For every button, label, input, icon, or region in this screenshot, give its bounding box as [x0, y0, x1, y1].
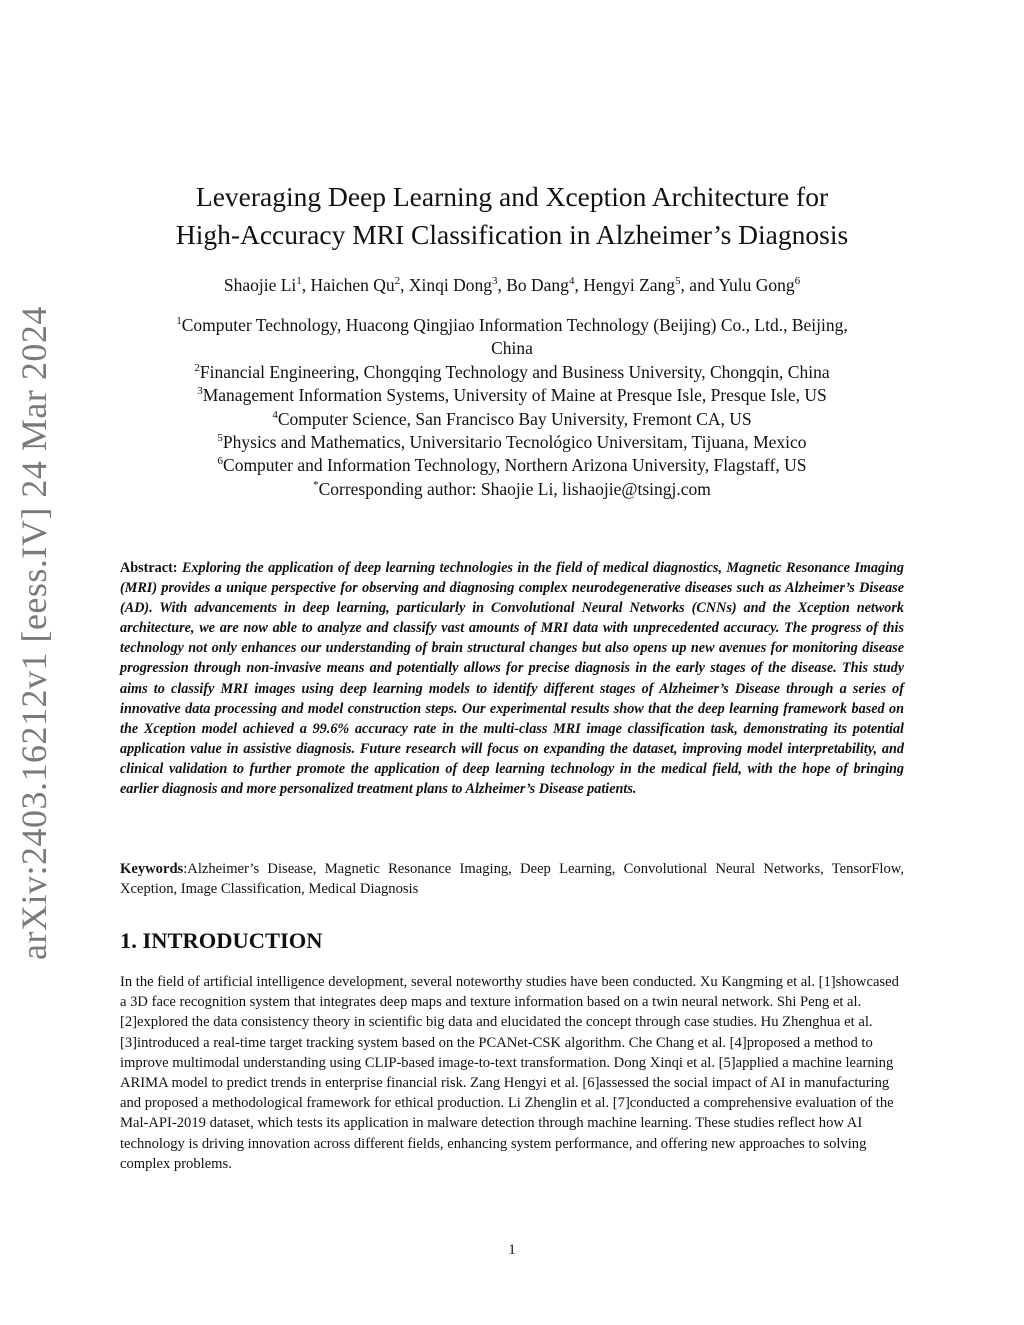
- author-affiliation-mark: 4: [568, 275, 575, 288]
- affiliation-line: [110, 454, 914, 477]
- author: Yulu Gong: [718, 275, 795, 295]
- title-line-2: High-Accuracy MRI Classification in Alzheimer’s Diagnosis: [175, 219, 849, 250]
- author: Xinqi Dong: [408, 275, 492, 295]
- abstract-label: Abstract:: [120, 560, 178, 576]
- affiliation-list: [110, 314, 914, 501]
- author-separator: ,: [497, 275, 507, 295]
- author-separator: ,: [400, 275, 409, 295]
- corresponding-author-text: Corresponding author: Shaojie Li, lishaojie@tsingj.com: [318, 478, 711, 499]
- affiliation-text: Financial Engineering, Chongqing Technology and Business University, Chongqin, China: [199, 361, 830, 382]
- arxiv-identifier-stamp: arXiv:2403.16212v1 [eess.IV] 24 Mar 2024: [14, 306, 54, 960]
- paper-title: [100, 178, 924, 254]
- author-list: [100, 272, 924, 298]
- affiliation-text: Computer Science, San Francisco Bay University, Fremont CA, US: [277, 408, 752, 429]
- affiliation-mark: 3: [197, 385, 203, 398]
- keywords-text: :Alzheimer’s Disease, Magnetic Resonance Imaging, Deep Learning, Convolutional Neural Networks, TensorFlow, Xception, Image Classification, Medical Diagnosis: [120, 861, 904, 897]
- author-affiliation-mark: 6: [794, 275, 801, 288]
- author-affiliation-mark: 3: [491, 275, 498, 288]
- affiliation-text: Computer and Information Technology, Northern Arizona University, Flagstaff, US: [223, 455, 807, 476]
- author-separator: , and: [680, 275, 719, 295]
- affiliation-line: [110, 384, 914, 407]
- author: Bo Dang: [506, 275, 569, 295]
- abstract-text: Exploring the application of deep learning technologies in the field of medical diagnostics, Magnetic Resonance Imaging (MRI) provides a unique perspective for observing and diagnosing complex neurodegenerative diseases such as Alzheimer’s Disease (AD). With advancements in deep learning, particularly in Convolutional Neural Networks (CNNs) and the Xception network architecture, we are now able to analyze and classify vast amounts of MRI data with unprecedented accuracy. The progress of this technology not only enhances our understanding of brain structural changes but also opens up new avenues for monitoring disease progression through non-invasive means and potentially allows for precise diagnosis in the early stages of the disease. This study aims to classify MRI images using deep learning models to identify different stages of Alzheimer’s Disease through a series of innovative data processing and model construction steps. Our experimental results show that the deep learning framework based on the Xception model achieved a 99.6% accuracy rate in the multi-class MRI image classification task, demonstrating its potential application value in assistive diagnosis. Future research will focus on expanding the dataset, improving model interpretability, and clinical validation to further promote the application of deep learning technology in the medical field, with the hope of bringing earlier diagnosis and more personalized treatment plans to Alzheimer’s Disease patients.: [120, 560, 905, 798]
- affiliation-line: [110, 314, 914, 337]
- author-affiliation-mark: 1: [296, 275, 302, 288]
- affiliation-mark: 1: [176, 315, 182, 328]
- affiliation-line: [110, 408, 914, 431]
- affiliation-text: Physics and Mathematics, Universitario Tecnológico Universitam, Tijuana, Mexico: [222, 432, 807, 453]
- keywords: [120, 859, 904, 899]
- affiliation-text: Computer Technology, Huacong Qingjiao Information Technology (Beijing) Co., Ltd., Beijing,: [181, 315, 848, 335]
- affiliation-mark: 6: [217, 455, 224, 468]
- author: Haichen Qu: [310, 275, 395, 295]
- affiliation-line: [110, 361, 914, 384]
- affiliation-mark: 4: [272, 408, 278, 421]
- affiliation-line: [110, 337, 914, 360]
- author-affiliation-mark: 5: [675, 275, 681, 288]
- affiliation-mark: *: [313, 479, 319, 492]
- affiliation-text: China: [491, 338, 533, 359]
- section-heading-introduction: 1. INTRODUCTION: [120, 928, 323, 953]
- title-line-1: Leveraging Deep Learning and Xception Architecture for: [195, 181, 829, 212]
- author-separator: ,: [574, 275, 584, 295]
- introduction-paragraph: In the field of artificial intelligence development, several noteworthy studies have been conducted. Xu Kangming et al. [1]showcased a 3D face recognition system that integrates deep maps and texture information based on a twin neural network. Shi Peng et al. [2]explored the data consistency theory in scientific big data and elucidated the concept through case studies. Hu Zhenghua et al. [3]introduced a real-time target tracking system based on the PCANet-CSK algorithm. Che Chang et al. [4]proposed a method to improve multimodal understanding using CLIP-based image-to-text transformation. Dong Xinqi et al. [5]applied a machine learning ARIMA model to predict trends in enterprise financial risk. Zang Hengyi et al. [6]assessed the social impact of AI in manufacturing and proposed a methodological framework for ethical production. Li Zhenglin et al. [7]conducted a comprehensive evaluation of the Mal-API-2019 dataset, which tests its application in malware detection through machine learning. These studies reflect how AI technology is driving innovation across different fields, enhancing system performance, and offering new approaches to solving complex problems.: [120, 974, 899, 1172]
- author-affiliation-mark: 2: [394, 275, 401, 288]
- affiliation-mark: 5: [217, 432, 223, 445]
- author: Shaojie Li: [223, 275, 297, 295]
- affiliation-text: Management Information Systems, University of Maine at Presque Isle, Presque Isle, US: [202, 385, 827, 406]
- author: Hengyi Zang: [583, 275, 676, 295]
- affiliation-mark: 2: [194, 361, 200, 374]
- corresponding-author-line: [110, 478, 914, 501]
- author-separator: ,: [301, 275, 311, 295]
- affiliation-line: [110, 431, 914, 454]
- keywords-label: Keywords: [120, 861, 184, 877]
- abstract: [120, 558, 904, 799]
- page-number: 1: [508, 1242, 516, 1258]
